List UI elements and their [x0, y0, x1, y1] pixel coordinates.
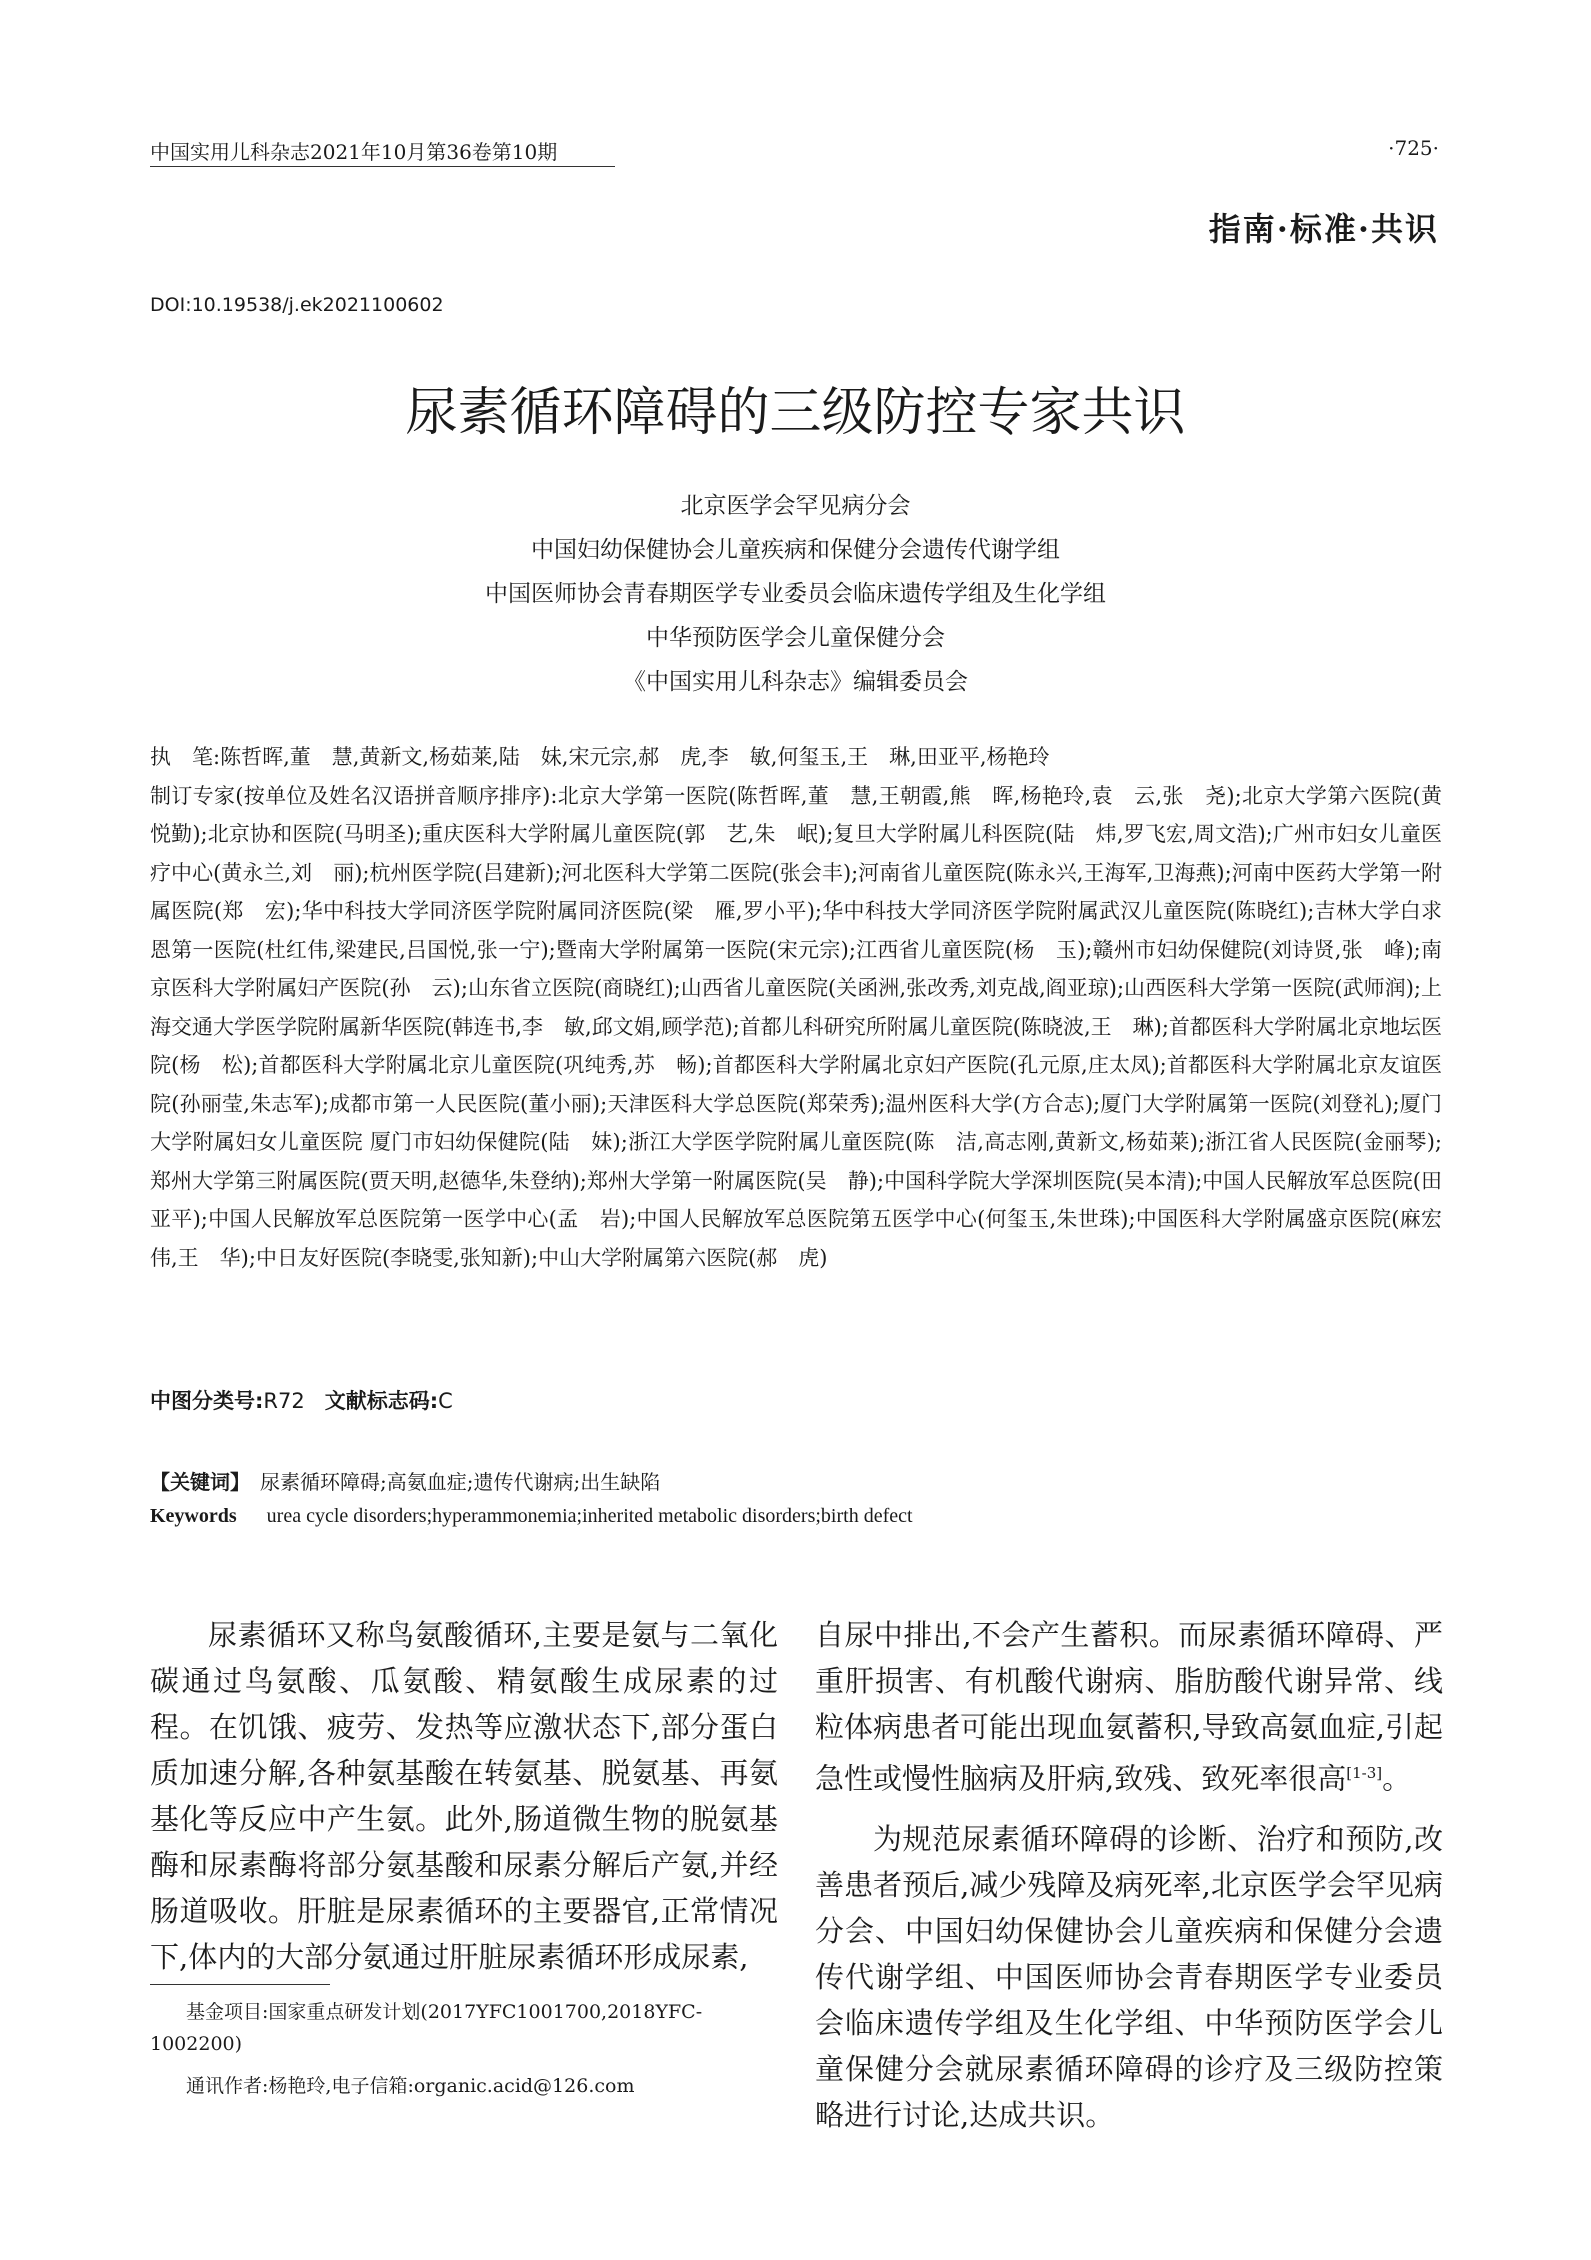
classification [150, 1385, 453, 1415]
body-text: 自尿中排出,不会产生蓄积。而尿素循环障碍、严重肝损害、有机酸代谢病、脂肪酸代谢异常、线粒体病患者可能出现血氨蓄积,导致高氨血症,引起急性或慢性脑病及肝病,致残、致死率很高 [815, 1618, 1443, 1796]
expert-list: 制订专家(按单位及姓名汉语拼音顺序排序):北京大学第一医院(陈哲晖,董 慧,王朝霞,熊 晖,杨艳玲,袁 云,张 尧);北京大学第六医院(黄悦勤);北京协和医院(马明圣);重庆医科大学附属儿童医院(郭 艺,朱 岷);复旦大学附属儿科医院(陆 炜,罗飞宏,周文浩);广州市妇女儿童医疗中心(黄永兰,刘 丽);杭州医学院(吕建新);河北医科大学第二医院(张会丰);河南省儿童医院(陈永兴,王海军,卫海燕);河南中医药大学第一附属医院(郑 宏);华中科技大学同济医学院附属同济医院(梁 雁,罗小平);华中科技大学同济医学院附属武汉儿童医院(陈晓红);吉林大学白求恩第一医院(杜红伟,梁建民,吕国悦,张一宁);暨南大学附属第一医院(宋元宗);江西省儿童医院(杨 玉);赣州市妇幼保健院(刘诗贤,张 峰);南京医科大学附属妇产医院(孙 云);山东省立医院(商晓红);山西省儿童医院(关函洲,张改秀,刘克战,阎亚琼);山西医科大学第一医院(武师润);上海交通大学医学院附属新华医院(韩连书,李 敏,邱文娟,顾学范);首都儿科研究所附属儿童医院(陈晓波,王 琳);首都医科大学附属北京地坛医院(杨 松);首都医科大学附属北京儿童医院(巩纯秀,苏 畅);首都医科大学附属北京妇产医院(孔元原,庄太凤);首都医科大学附属北京友谊医院(孙丽莹,朱志军);成都市第一人民医院(董小丽);天津医科大学总医院(郑荣秀);温州医科大学(方合志);厦门大学附属第一医院(刘登礼);厦门大学附属妇女儿童医院 厦门市妇幼保健院(陆 妹);浙江大学医学院附属儿童医院(陈 洁,高志刚,黄新文,杨茹莱);浙江省人民医院(金丽琴);郑州大学第三附属医院(贾天明,赵德华,朱登纳);郑州大学第一附属医院(吴 静);中国科学院大学深圳医院(吴本清);中国人民解放军总医院(田亚平);中国人民解放军总医院第一医学中心(孟 岩);中国人民解放军总医院第五医学中心(何玺玉,朱世珠);中国医科大学附属盛京医院(麻宏伟,王 华);中日友好医院(李晓雯,张知新);中山大学附属第六医院(郝 虎) [150, 783, 1442, 1270]
body-paragraph: 为规范尿素循环障碍的诊断、治疗和预防,改善患者预后,减少残障及病死率,北京医学会罕见病分会、中国妇幼保健协会儿童疾病和保健分会遗传代谢学组、中国医师协会青春期医学专业委员会临床遗传学组及生化学组、中华预防医学会儿童保健分会就尿素循环障碍的诊疗及三级防控策略进行讨论,达成共识。 [815, 1821, 1443, 2132]
header-rule [150, 166, 615, 167]
clc-value: R72 [263, 1389, 305, 1413]
body-column-left [150, 1612, 778, 1980]
keywords-en [150, 1505, 913, 1528]
doc-code-value: C [438, 1389, 453, 1413]
body-text: 。 [1382, 1761, 1412, 1796]
keywords-en-text: urea cycle disorders;hyperammonemia;inherited metabolic disorders;birth defect [266, 1505, 913, 1527]
organization: 《中国实用儿科杂志》编辑委员会 [623, 669, 968, 695]
citation[interactable]: [1-3] [1346, 1764, 1383, 1782]
page-number: ·725· [1388, 136, 1439, 160]
body-column-right [815, 1612, 1443, 2138]
body-paragraph-continued [815, 1612, 1443, 1802]
keywords-cn-text: 尿素循环障碍;高氨血症;遗传代谢病;出生缺陷 [260, 1470, 661, 1494]
authors-block [150, 738, 1442, 1277]
organization: 中华预防医学会儿童保健分会 [646, 625, 945, 651]
funding-note: 基金项目:国家重点研发计划(2017YFC1001700,2018YFC-1002200) [150, 2001, 703, 2055]
organization: 中国妇幼保健协会儿童疾病和保健分会遗传代谢学组 [531, 537, 1060, 563]
keywords-cn [150, 1466, 660, 1495]
column-tag: 指南·标准·共识 [1208, 210, 1439, 248]
organizations [0, 484, 1591, 704]
keywords-cn-label: 【关键词】 [150, 1470, 250, 1494]
body-paragraph: 尿素循环又称鸟氨酸循环,主要是氨与二氧化碳通过鸟氨酸、瓜氨酸、精氨酸生成尿素的过程。在饥饿、疲劳、发热等应激状态下,部分蛋白质加速分解,各种氨基酸在转氨基、脱氨基、再氨基化等反应中产生氨。此外,肠道微生物的脱氨基酶和尿素酶将部分氨基酸和尿素分解后产氨,并经肠道吸收。肝脏是尿素循环的主要器官,正常情况下,体内的大部分氨通过肝脏尿素循环形成尿素, [150, 1618, 778, 1974]
doc-code-label: 文献标志码: [324, 1389, 439, 1413]
journal-header: 中国实用儿科杂志2021年10月第36卷第10期 [150, 140, 558, 164]
organization: 北京医学会罕见病分会 [680, 493, 911, 519]
writers: 执 笔:陈哲晖,董 慧,黄新文,杨茹莱,陆 妹,宋元宗,郝 虎,李 敏,何玺玉,王 琳,田亚平,杨艳玲 [150, 745, 1050, 769]
footnote-rule [150, 1984, 330, 1985]
footnotes [150, 1996, 778, 2112]
correspondence-note: 通讯作者:杨艳玲,电子信箱:organic.acid@126.com [186, 2075, 635, 2097]
article-title: 尿素循环障碍的三级防控专家共识 [405, 383, 1186, 443]
doi[interactable]: DOI:10.19538/j.ek2021100602 [150, 294, 444, 316]
organization: 中国医师协会青春期医学专业委员会临床遗传学组及生化学组 [485, 581, 1106, 607]
keywords-en-label: Keywords [150, 1505, 237, 1527]
clc-label: 中图分类号: [150, 1389, 264, 1413]
